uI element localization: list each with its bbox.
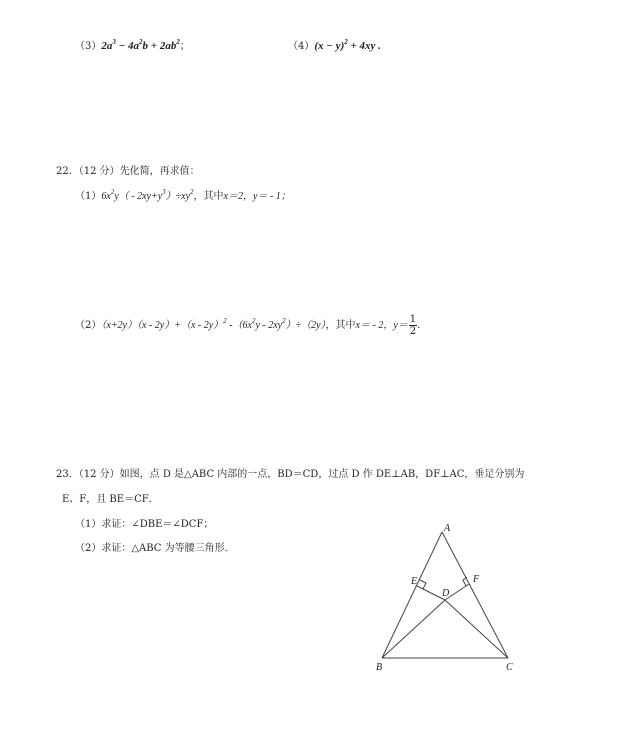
q21-part4 <box>288 39 381 54</box>
segment-de <box>417 586 445 600</box>
q23-part2: （2）求证：△ABC 为等腰三角形． <box>75 543 235 554</box>
q22-number: 22． <box>56 166 79 177</box>
label-a: A <box>444 523 451 534</box>
q21-part4-label: （4） <box>288 41 315 52</box>
q22-part2 <box>75 314 420 338</box>
fraction-numerator: 1 <box>409 314 417 325</box>
q22-part2-x: x＝ - 2， <box>355 320 394 331</box>
q23-part1: （1）求证：∠DBE＝∠DCF； <box>75 519 214 530</box>
label-f: F <box>473 574 480 585</box>
label-b: B <box>376 662 383 673</box>
q22-score: （12 分） <box>78 166 120 177</box>
q23-score: （12 分） <box>78 469 120 480</box>
q22-part1-where: ，其中 <box>193 191 224 202</box>
q21-part3: $(3)2a^3 - 4a^2b + 2ab^2$； <box>75 38 190 52</box>
q23-number: 23． <box>56 469 79 480</box>
q22-instruction: 先化简，再求值： <box>119 166 200 177</box>
q21-part3-label: （3） <box>75 41 102 52</box>
q22-part2-expression: （x+2y）（x - 2y）+（x - 2y）$^2$ $-(6x^2y - 2xy^2)\div(2y)$ <box>101 317 326 331</box>
q22-part1-x: x＝2， <box>223 191 253 202</box>
q22-part2-label: （2） <box>75 320 102 331</box>
side-ab <box>382 532 442 658</box>
q22-part2-fraction <box>409 314 417 337</box>
q22-part1-y: y＝ - 1； <box>253 191 291 202</box>
label-e: E <box>411 576 418 587</box>
label-d: D <box>442 588 450 599</box>
segment-cd <box>445 600 508 658</box>
q22-part2-end: . <box>417 320 421 331</box>
q22-part1-expression: $6x^2y( - 2xy+y^3)\div xy^2$ <box>101 188 194 202</box>
segment-bd <box>382 600 445 658</box>
q23-text-line1: 如图，点 D 是△ABC 内部的一点，BD＝CD，过点 D 作 DE⊥AB，DF⊥AC，垂足分别为 <box>119 469 525 480</box>
q22-part1 <box>75 190 291 204</box>
fraction-denominator: 2 <box>409 326 417 337</box>
q22-heading <box>56 165 200 179</box>
label-c: C <box>506 662 513 673</box>
q22-part2-where: ，其中 <box>325 320 356 331</box>
q23-heading <box>56 468 524 482</box>
triangle-figure <box>370 522 530 682</box>
q22-part2-y: y＝ <box>393 320 408 331</box>
q23-text-line2: E、F，且 BE＝CF． <box>62 494 159 505</box>
q21-part4-expression: $(x - y)^2 + 4xy$ . <box>314 38 381 52</box>
q22-part1-label: （1） <box>75 191 102 202</box>
q21-part3-expression: $2a^3 - 4a^2b + 2ab^2$ <box>101 38 180 52</box>
